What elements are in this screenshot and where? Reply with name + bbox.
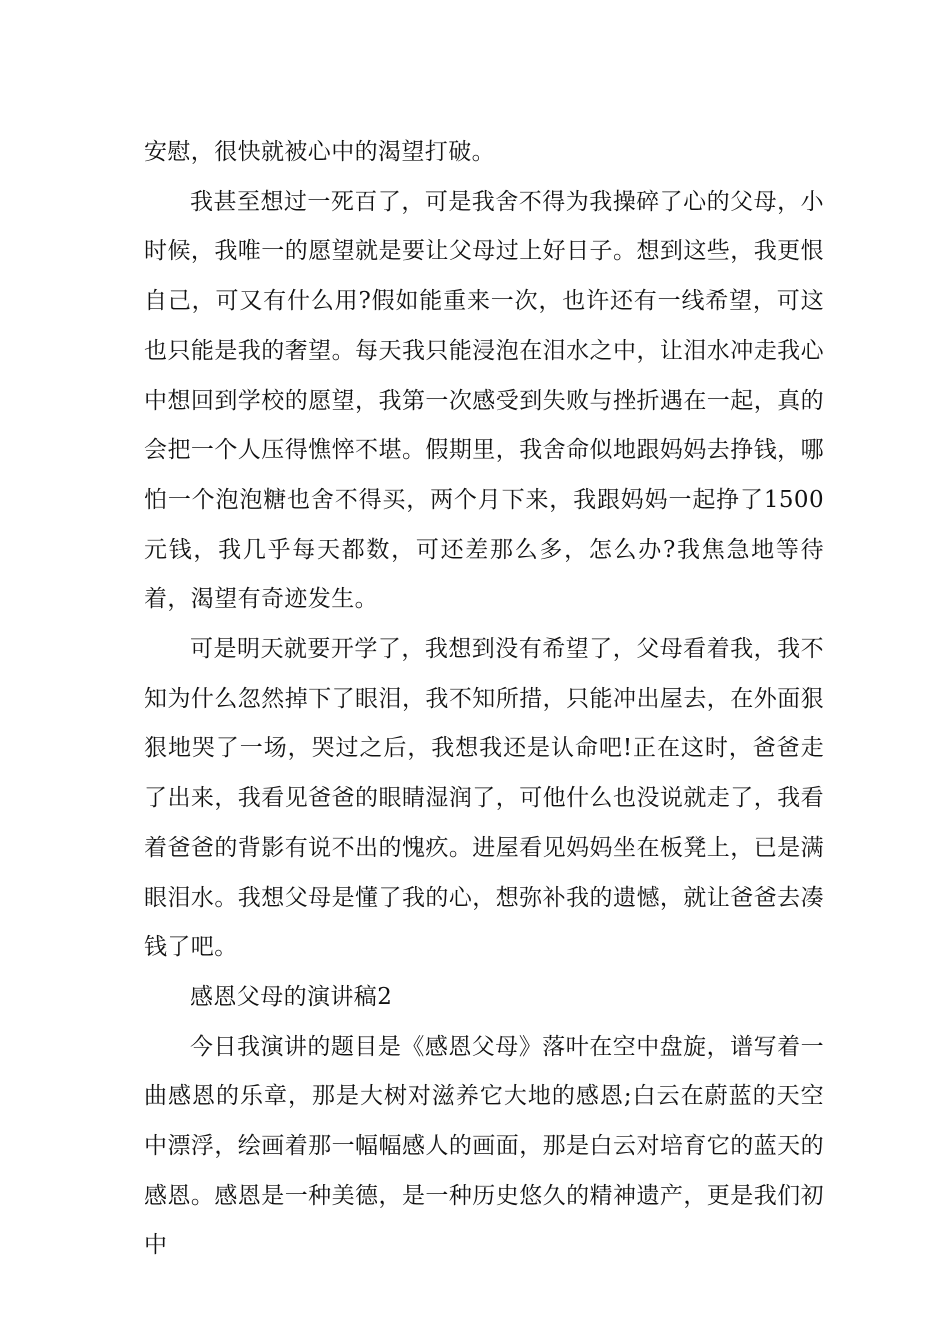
paragraph-school-start: 可是明天就要开学了，我想到没有希望了，父母看着我，我不知为什么忽然掉下了眼泪，我不知所措，只能冲出屋去，在外面狠狠地哭了一场，哭过之后，我想我还是认命吧!正在这时，爸爸走了出来，我看见爸爸的眼睛湿润了，可他什么也没说就走了，我看着爸爸的背影有说不出的愧疚。进屋看见妈妈坐在板凳上，已是满眼泪水。我想父母是懂了我的心，想弥补我的遗憾，就让爸爸去凑钱了吧。 (144, 636, 824, 961)
section-heading: 感恩父母的演讲稿2 (190, 983, 393, 1010)
paragraph-despair: 我甚至想过一死百了，可是我舍不得为我操碎了心的父母，小时候，我唯一的愿望就是要让父母过上好日子。想到这些，我更恨自己，可又有什么用?假如能重来一次，也许还有一线希望，可这也只能是我的奢望。每天我只能浸泡在泪水之中，让泪水冲走我心中想回到学校的愿望，我第一次感受到失败与挫折遇在一起，真的会把一个人压得憔悴不堪。假期里，我舍命似地跟妈妈去挣钱，哪怕一个泡泡糖也舍不得买，两个月下来，我跟妈妈一起挣了1500元钱，我几乎每天都数，可还差那么多，怎么办?我焦急地等待着，渴望有奇迹发生。 (144, 188, 824, 613)
document-body (144, 128, 824, 1271)
paragraph-continuation: 安慰，很快就被心中的渴望打破。 (144, 139, 495, 165)
paragraph-speech-intro: 今日我演讲的题目是《感恩父母》落叶在空中盘旋，谱写着一曲感恩的乐章，那是大树对滋养它大地的感恩;白云在蔚蓝的天空中漂浮，绘画着那一幅幅感人的画面，那是白云对培育它的蓝天的感恩。感恩是一种美德，是一种历史悠久的精神遗产，更是我们初中 (144, 1033, 824, 1259)
